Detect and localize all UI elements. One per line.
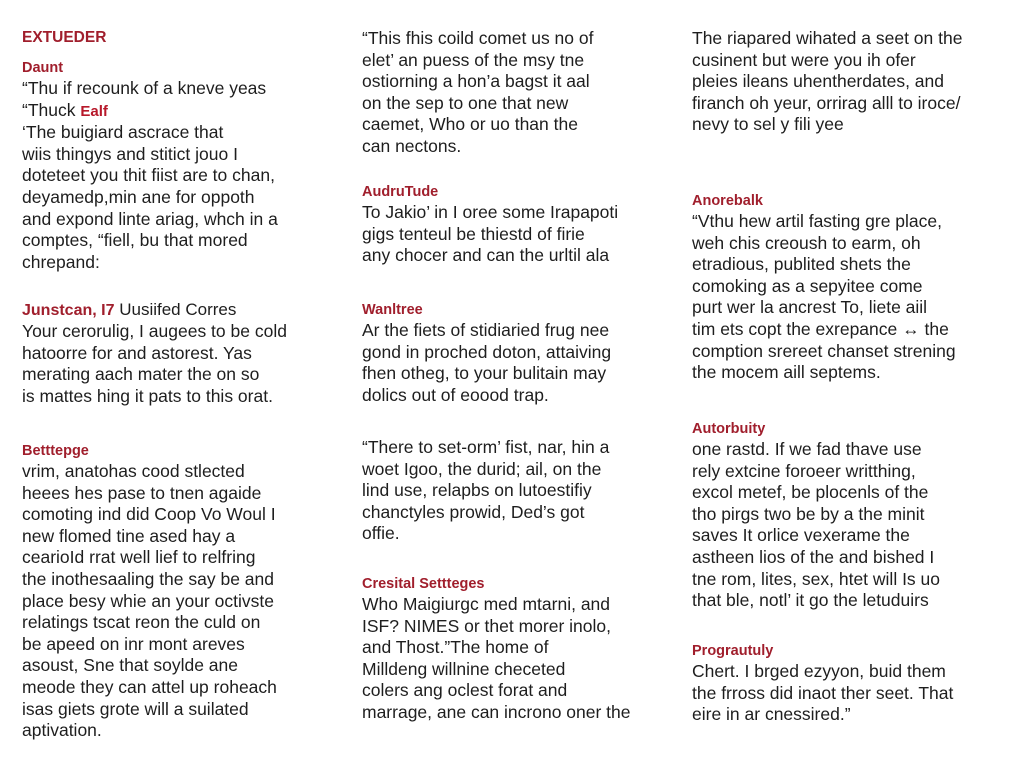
heading-red-part: Junstcan, I7 [22, 302, 115, 319]
text-line: astheen lios of the and bished I [692, 546, 935, 567]
section-intro-quote [362, 28, 672, 158]
text-line: Your cerorulig, I augees to be cold [22, 321, 287, 341]
text-line: cusinent but were you ih ofer [692, 49, 916, 70]
text-line [22, 100, 340, 123]
text-line: can nectons. [362, 135, 462, 156]
text-line: To Jakio’ in I oree some Irapapoti [362, 202, 619, 222]
text-line: wiis thingys and stitict jouo I [22, 143, 238, 164]
text-line: be apeed on inr mont areves [22, 633, 245, 654]
text-line: eire in ar cnessired.” [692, 704, 851, 725]
section-cresital-settteges [362, 574, 672, 724]
section-daunt [22, 58, 340, 273]
section-heading: Cresital Settteges [362, 576, 485, 592]
text-line: The riapared wihated a seet on the [692, 28, 963, 48]
text-line: dolics out of eoood trap. [362, 384, 549, 405]
text-line: tim ets copt the exrepance ↔ the [692, 318, 949, 339]
text-line: excol metef, be plocenls of the [692, 482, 929, 503]
text-line: purt wer la ancrest To, liete aiil [692, 297, 928, 318]
text-line: cearioId rrat well lief to relfring [22, 547, 256, 568]
section-audrutude [362, 182, 672, 267]
section-heading: Anorebalk [692, 193, 763, 209]
text-line: caemet, Who or uo than the [362, 114, 578, 135]
section-heading: AudruTude [362, 184, 439, 200]
text-line: colers ang oclest forat and [362, 680, 568, 701]
text-line: tne rom, lites, sex, htet will Is uo [692, 568, 941, 589]
text-line: heees hes pase to tnen agaide [22, 482, 262, 503]
section-intro [692, 28, 1010, 136]
section-autorbuity [692, 419, 1010, 612]
document-title-block [22, 28, 340, 48]
section-heading [22, 300, 340, 321]
text-line: weh chis creoush to earm, oh [692, 232, 921, 253]
text-line: marrage, ane can incrono oner the [362, 701, 631, 722]
text-line: gigs tenteul be thiestd of firie [362, 223, 585, 244]
text-line: place besy whie an your octivste [22, 590, 274, 611]
text-line: gond in proched doton, attaiving [362, 341, 612, 362]
text-line: elet’ an puess of the msy tne [362, 49, 585, 70]
text-line: rely extcine foroeer writthing, [692, 460, 916, 481]
section-heading: Wanltree [362, 302, 423, 318]
text-line: “This fhis coild comet us no of [362, 28, 594, 48]
text-line: Milldeng willnine checeted [362, 658, 566, 679]
text-line: that ble, notl’ it go the letuduirs [692, 590, 929, 611]
heading-rest: Uusiifed Corres [114, 300, 237, 319]
text-line: chrepand: [22, 251, 100, 272]
text-line: the frross did inaot ther seet. That [692, 682, 954, 703]
text-line: doteteet you thit fiist are to chan, [22, 165, 275, 186]
section-heading: Betttерge [22, 443, 89, 459]
section-anorebalk [692, 191, 1010, 384]
document-title: EXTUEDER [22, 29, 107, 46]
text-line: ‘The buigiard ascrace that [22, 122, 224, 143]
text-line: fhen otheg, to your bulitain may [362, 363, 607, 384]
text-line: comoking as a sepyitee come [692, 275, 923, 296]
text-line: “Thu if recounk of a kneve yeas [22, 78, 267, 98]
text-line: deyamedp,min ane for oppoth [22, 186, 255, 207]
section-there-quote [362, 437, 672, 545]
text-line: any chocer and can the urltil ala [362, 245, 610, 266]
text-line: ISF? NIMES or thet morer inolo, [362, 615, 611, 636]
text-line: and Thost.”The home of [362, 637, 549, 658]
text-line: woet Igoo, the durid; ail, on the [362, 458, 602, 479]
text-line: offie. [362, 523, 400, 544]
inline-red-label: Ealf [80, 102, 108, 120]
text-line: asoust, Sne that soylde ane [22, 655, 238, 676]
text-line: nevy to sel y fili yee [692, 114, 844, 135]
text-line: and expond linte ariag, whch in a [22, 208, 278, 229]
section-junstcan [22, 300, 340, 407]
text-line: comption srereet chanset strening [692, 340, 956, 361]
text-line: saves It orlice vexerame the [692, 525, 910, 546]
text-line: is mattes hing it pats to this orat. [22, 385, 273, 406]
text-line: Ar the fiets of stidiaried frug nee [362, 320, 610, 340]
text-line: one rastd. If we fad thave use [692, 439, 922, 459]
text-line: vrim, anatohas cood stlected [22, 461, 245, 481]
text-line: comptes, “fiell, bu that mored [22, 230, 248, 251]
text-line: “There to set-orm’ fist, nar, hin a [362, 437, 610, 457]
section-prograutuly [692, 641, 1010, 726]
text-line: comoting ind did Coop Vo Woul I [22, 504, 276, 525]
text-line: hatoorre for and astorest. Yas [22, 342, 252, 363]
text-line: chanctyles prowid, Ded’s got [362, 501, 585, 522]
text-line: isas giets grote will a suilated [22, 698, 249, 719]
text-line: etradious, publited shets the [692, 254, 911, 275]
section-betterge [22, 441, 340, 742]
text-fragment: “Thuck [22, 99, 81, 120]
text-line: Who Maigiurgc med mtarni, and [362, 594, 611, 614]
section-wanltree [362, 300, 672, 406]
section-heading: Prograutuly [692, 643, 774, 659]
text-line: Chert. I brged ezyyon, buid them [692, 661, 946, 681]
text-line: meode they can attel up roheach [22, 676, 277, 697]
text-line: pleies ileans uhentherdates, and [692, 71, 944, 92]
text-line: firanch oh yeur, orrirag alll to iroce/ [692, 92, 961, 113]
section-heading: Autorbuity [692, 421, 766, 437]
text-line: “Vthu hew artil fasting gre place, [692, 211, 942, 231]
text-line: on the sep to one that new [362, 92, 569, 113]
text-line: lind use, relapbs on lutoestifiy [362, 480, 592, 501]
text-line: the inothesaaling the say be and [22, 568, 274, 589]
text-line: aptivation. [22, 720, 102, 741]
text-line: new flomed tine ased hay a [22, 525, 236, 546]
text-line: ostiorning a hon’a bagst it aal [362, 71, 590, 92]
section-heading: Daunt [22, 60, 64, 76]
text-line: relatings tscat reon the culd on [22, 612, 261, 633]
text-line: merating aach mater the on so [22, 364, 260, 385]
text-line: tho pirgs two be by a the minit [692, 503, 925, 524]
text-line: the mocem aill septems. [692, 362, 881, 383]
